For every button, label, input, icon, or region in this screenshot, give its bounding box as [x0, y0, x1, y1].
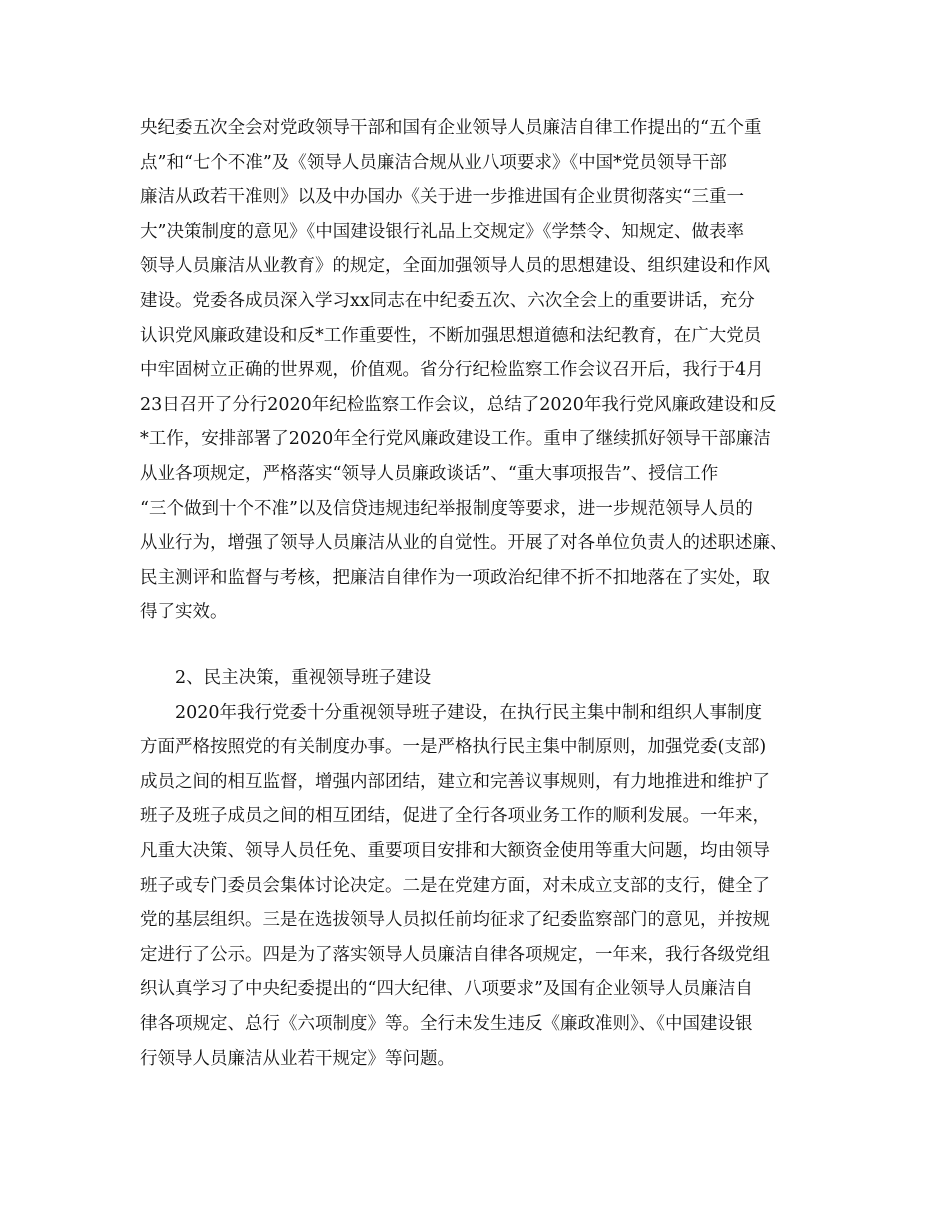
text-line: 从业行为，增强了领导人员廉洁从业的自觉性。开展了对各单位负责人的述职述廉、 [140, 533, 788, 554]
paragraph-discipline-work [140, 111, 830, 630]
text-line: 律各项规定、总行《六项制度》等。全行未发生违反《廉政准则》、《中国建设银 [140, 1013, 753, 1034]
text-line: 中牢固树立正确的世界观，价值观。省分行纪检监察工作会议召开后，我行于4月 [140, 360, 764, 381]
text-line: 定进行了公示。四是为了落实领导人员廉洁自律各项规定，一年来，我行各级党组 [140, 944, 770, 965]
text-line: *工作，安排部署了2020年全行党风廉政建设工作。重申了继续抓好领导干部廉洁 [140, 429, 771, 450]
text-line: 民主测评和监督与考核，把廉洁自律作为一项政治纪律不折不扣地落在了实处，取 [140, 567, 770, 588]
text-line: 廉洁从政若干准则》以及中办国办《关于进一步推进国有企业贯彻落实“三重一 [140, 187, 744, 208]
text-line: 点”和“七个不准”及《领导人员廉洁合规从业八项要求》《中国*党员领导干部 [140, 152, 727, 173]
text-line: 得了实效。 [140, 602, 228, 623]
text-line: 大”决策制度的意见》《中国建设银行礼品上交规定》《学禁令、知规定、做表率 [140, 221, 744, 242]
text-line: 认识党风廉政建设和反*工作重要性，不断加强思想道德和法纪教育，在广大党员 [140, 325, 762, 346]
text-line: 党的基层组织。三是在选拔领导人员拟任前均征求了纪委监察部门的意见，并按规 [140, 910, 770, 931]
text-line: 建设。党委各成员深入学习xx同志在中纪委五次、六次全会上的重要讲话，充分 [140, 290, 755, 311]
text-line: 央纪委五次全会对党政领导干部和国有企业领导人员廉洁自律工作提出的“五个重 [140, 118, 762, 138]
text-line: 领导人员廉洁从业教育》的规定，全面加强领导人员的思想建设、组织建设和作风 [140, 256, 770, 277]
text-line: 从业各项规定，严格落实“领导人员廉政谈话”、“重大事项报告”、授信工作 [140, 463, 719, 484]
text-line: 凡重大决策、领导人员任免、重要项目安排和大额资金使用等重大问题，均由领导 [140, 840, 770, 861]
text-line: “三个做到十个不准”以及信贷违规违纪举报制度等要求，进一步规范领导人员的 [140, 498, 753, 519]
text-line: 行领导人员廉洁从业若干规定》等问题。 [140, 1048, 455, 1069]
text-line: 班子及班子成员之间的相互团结，促进了全行各项业务工作的顺利发展。一年来， [140, 806, 770, 827]
text-line: 23日召开了分行2020年纪检监察工作会议，总结了2020年我行党风廉政建设和反 [140, 394, 777, 415]
text-line: 2020年我行党委十分重视领导班子建设，在执行民主集中制和组织人事制度 [175, 702, 763, 723]
section-democratic-decision [140, 661, 830, 1076]
section-heading: 2、民主决策，重视领导班子建设 [175, 668, 432, 688]
text-line: 织认真学习了中央纪委提出的“四大纪律、八项要求”及国有企业领导人员廉洁自 [140, 979, 753, 1000]
text-line: 班子或专门委员会集体讨论决定。二是在党建方面，对未成立支部的支行，健全了 [140, 875, 770, 896]
text-line: 成员之间的相互监督，增强内部团结，建立和完善议事规则，有力地推进和维护了 [140, 771, 770, 792]
text-line: 方面严格按照党的有关制度办事。一是严格执行民主集中制原则，加强党委(支部) [140, 737, 767, 758]
